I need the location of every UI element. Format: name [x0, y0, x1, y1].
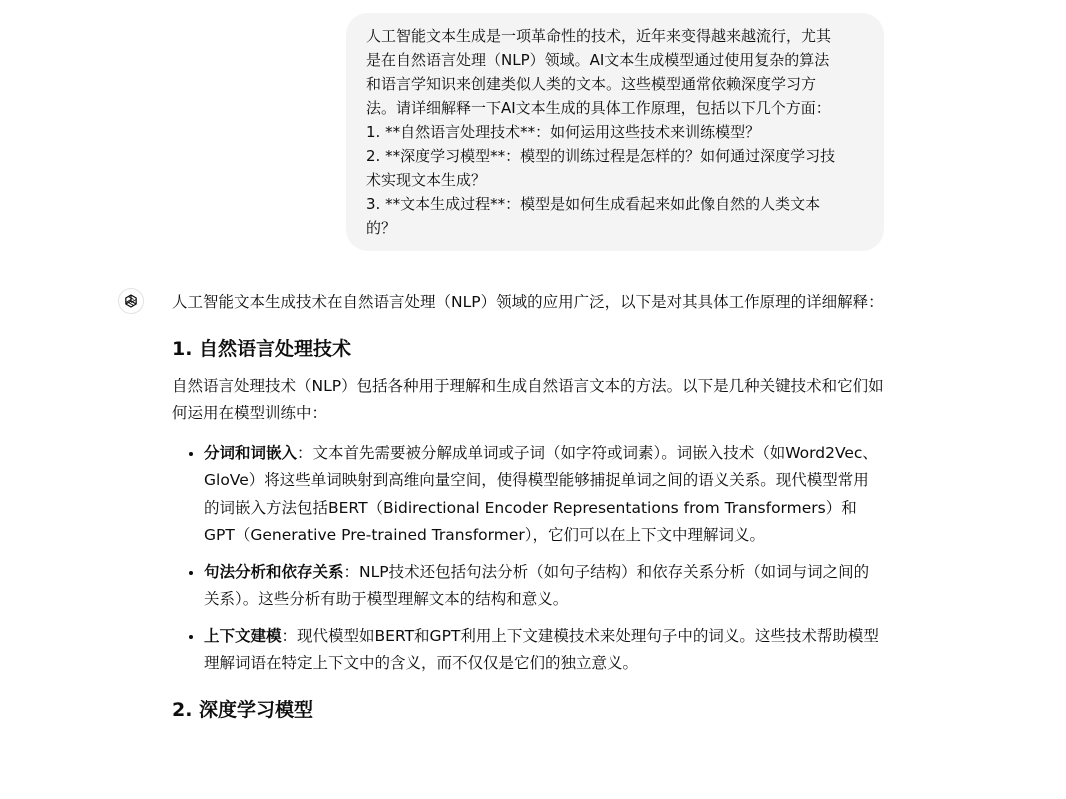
bullet-term: 分词和词嵌入	[204, 443, 298, 462]
list-item	[204, 623, 884, 678]
bullet-text: ：现代模型如BERT和GPT利用上下文建模技术来处理句子中的词义。这些技术帮助模型理解词语在特定上下文中的含义，而不仅仅是它们的独立意义。	[204, 626, 879, 672]
bullet-text: ：NLP技术还包括句法分析（如句子结构）和依存关系分析（如词与词之间的关系）。这些分析有助于模型理解文本的结构和意义。	[204, 562, 870, 608]
user-message-line: 术实现文本生成？	[366, 171, 487, 189]
user-message-line: 1. **自然语言处理技术**：如何运用这些技术来训练模型？	[366, 123, 761, 141]
user-message-bubble	[346, 13, 884, 251]
assistant-intro: 人工智能文本生成技术在自然语言处理（NLP）领域的应用广泛，以下是对其具体工作原理的详细解释：	[172, 293, 884, 311]
user-message-line: 和语言学知识来创建类似人类的文本。这些模型通常依赖深度学习方	[366, 75, 817, 93]
list-item	[204, 559, 884, 614]
section-paragraph-nlp: 自然语言处理技术（NLP）包括各种用于理解和生成自然语言文本的方法。以下是几种关键技术和它们如何运用在模型训练中：	[172, 376, 884, 422]
user-message-line: 2. **深度学习模型**：模型的训练过程是怎样的？如何通过深度学习技	[366, 147, 836, 165]
openai-logo-icon	[122, 292, 140, 310]
user-message-line: 是在自然语言处理（NLP）领域。AI文本生成模型通过使用复杂的算法	[366, 51, 830, 69]
user-message-line: 的？	[366, 219, 397, 237]
user-message-line: 法。请详细解释一下AI文本生成的具体工作原理，包括以下几个方面：	[366, 99, 831, 117]
nlp-bullet-list	[172, 440, 884, 678]
bullet-term: 句法分析和依存关系	[204, 562, 344, 581]
list-item	[204, 440, 884, 550]
bullet-text: ：文本首先需要被分解成单词或子词（如字符或词素）。词嵌入技术（如Word2Vec、GloVe）将这些单词映射到高维向量空间，使得模型能够捕捉单词之间的语义关系。现代模型常用的词嵌入方法包括BERT（Bidirectional Encoder Representations from Transformers）和GPT（Generative Pre-trained Transformer），它们可以在上下文中理解词义。	[204, 443, 878, 544]
assistant-avatar	[118, 288, 144, 314]
user-message-line: 人工智能文本生成是一项革命性的技术，近年来变得越来越流行，尤其	[366, 27, 832, 45]
assistant-message	[172, 289, 884, 734]
section-heading-deep-learning: 2. 深度学习模型	[172, 698, 314, 721]
section-heading-nlp: 1. 自然语言处理技术	[172, 337, 352, 360]
user-message-line: 3. **文本生成过程**：模型是如何生成看起来如此像自然的人类文本	[366, 195, 821, 213]
bullet-term: 上下文建模	[204, 626, 282, 645]
